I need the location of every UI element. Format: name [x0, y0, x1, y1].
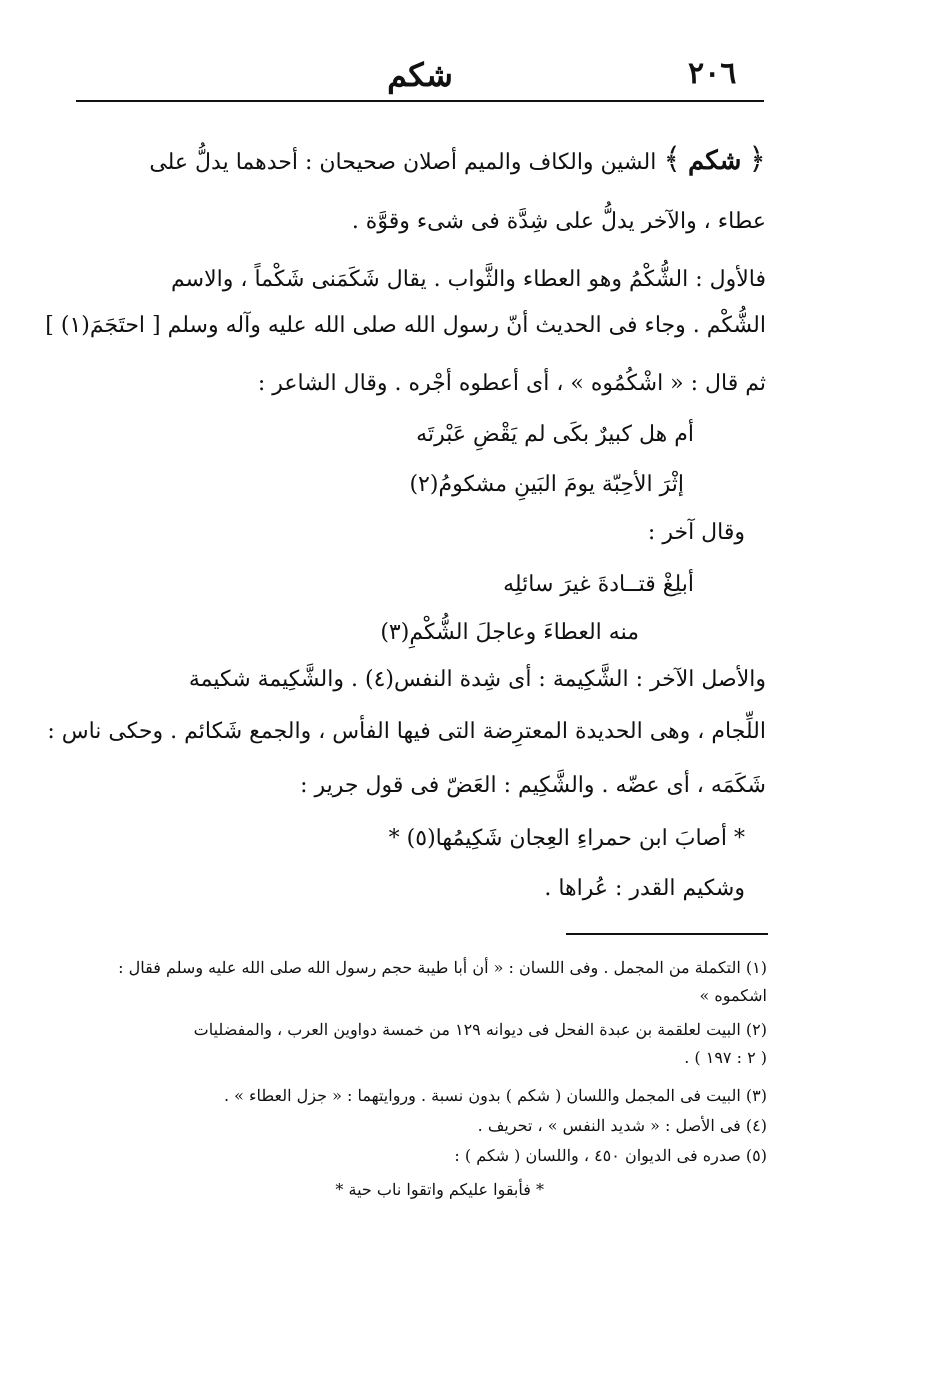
footnote-3: (٣) البيت فى المجمل واللسان ( شكم ) بدون نسبة . وروايتهما : « جزل العطاء » .	[223, 1086, 767, 1105]
body-line-2: عطاء ، والآخر يدلُّ على شِدَّة فى شىء وقوَّة .	[351, 209, 766, 234]
entry-bracket-open: ﴿	[748, 142, 766, 177]
body-line-8: اللِّجام ، وهى الحديدة المعترِضة التى فيها الفأس ، والجمع شَكائم . وحكى ناس :	[47, 719, 766, 744]
page-number: ٢٠٦	[688, 56, 737, 91]
footnote-5: (٥) صدره فى الديوان ٤٥٠ ، واللسان ( شكم ) :	[454, 1146, 767, 1165]
footnote-1-line-1: (١) التكملة من المجمل . وفى اللسان : « أن أبا طيبة حجم رسول الله صلى الله عليه وسلم فقال :	[118, 958, 767, 977]
body-line-10: وشكيم القدر : عُراها .	[544, 876, 745, 901]
body-line-3: فالأول : الشُّكْمُ وهو العطاء والثَّواب . يقال شَكَمَنى شَكْماً ، والاسم	[171, 267, 766, 292]
verse-1-first-hemistich: أم هل كبيرٌ بكَى لم يَقْضِ عَبْرتَه	[416, 422, 694, 447]
running-head: شكم	[387, 56, 453, 94]
entry-headword: شكم	[687, 146, 742, 176]
body-line-4: الشُّكْم . وجاء فى الحديث أنّ رسول الله صلى الله عليه وآله وسلم [ احتَجَمَ(١) ]	[45, 313, 766, 338]
body-line-1	[76, 142, 766, 177]
entry-bracket-close: ﴾	[663, 142, 681, 177]
body-line-9: شَكَمَه ، أى عضّه . والشَّكِيم : العَضّ فى قول جرير :	[300, 773, 766, 798]
body-line-5: ثم قال : « اشْكُمُوه » ، أى أعطوه أجْره . وقال الشاعر :	[257, 371, 766, 396]
body-line-1-text: الشين والكاف والميم أصلان صحيحان : أحدهما يدلُّ على	[149, 150, 657, 175]
verse-2-second-hemistich: منه العطاءَ وعاجلَ الشُّكْمِ(٣)	[380, 620, 639, 645]
footnote-2-line-2: ( ٢ : ١٩٧ ) .	[684, 1048, 767, 1067]
verse-1-second-hemistich: إثْرَ الأحِبّة يومَ البَينِ مشكومُ(٢)	[409, 472, 684, 497]
footnote-rule	[566, 933, 768, 935]
verse-2-first-hemistich: أبلِغْ قتــادةَ غيرَ سائلِه	[503, 572, 694, 597]
footnote-4: (٤) فى الأصل : « شديد النفس » ، تحريف .	[477, 1116, 767, 1135]
body-line-7: والأصل الآخر : الشَّكِيمة : أى شِدة النفس(٤) . والشَّكِيمة شكيمة	[188, 667, 766, 692]
footnote-5-verse: * فأبقوا عليكم واتقوا ناب حية *	[335, 1180, 544, 1199]
body-line-6: وقال آخر :	[647, 520, 745, 545]
footnote-2-line-1: (٢) البيت لعلقمة بن عبدة الفحل فى ديوانه ١٢٩ من خمسة دواوين العرب ، والمفضليات	[193, 1020, 767, 1039]
verse-3: * أصابَ ابن حمراءِ العِجان شَكِيمُها(٥) *	[388, 826, 745, 851]
footnote-1-line-2: اشكموه »	[699, 986, 767, 1005]
header-rule	[76, 100, 764, 102]
